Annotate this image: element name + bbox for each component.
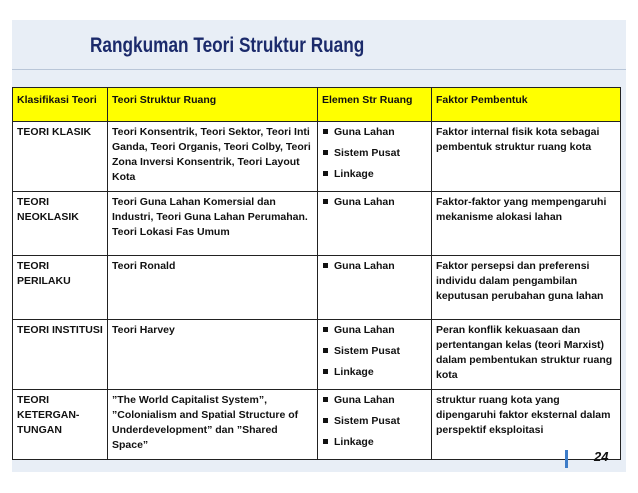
cell-elemen: [318, 320, 432, 390]
cell-faktor: Faktor-faktor yang mempengaruhi mekanisme alokasi lahan: [432, 192, 621, 256]
cell-teori: Teori Ronald: [108, 256, 318, 320]
header-elemen: Elemen Str Ruang: [318, 88, 432, 122]
cell-elemen: [318, 192, 432, 256]
header-faktor: Faktor Pembentuk: [432, 88, 621, 122]
cell-teori: Teori Guna Lahan Komersial dan Industri, Teori Guna Lahan Perumahan. Teori Lokasi Fas Umum: [108, 192, 318, 256]
table-row: [13, 122, 621, 192]
elemen-item: Guna Lahan: [322, 195, 427, 210]
cell-teori: ”The World Capitalist System”, ”Colonialism and Spatial Structure of Underdevelopment” dan ”Shared Space”: [108, 390, 318, 460]
elemen-item: Guna Lahan: [322, 323, 427, 338]
slide-title: Rangkuman Teori Struktur Ruang: [90, 34, 365, 57]
cell-klasifikasi: TEORI KLASIK: [13, 122, 108, 192]
page-number: 24: [594, 449, 609, 464]
elemen-item: Guna Lahan: [322, 125, 427, 140]
header-teori: Teori Struktur Ruang: [108, 88, 318, 122]
elemen-item: Sistem Pusat: [322, 414, 427, 429]
elemen-item: Sistem Pusat: [322, 344, 427, 359]
table-row: [13, 256, 621, 320]
elemen-item: Linkage: [322, 167, 427, 182]
cell-klasifikasi: TEORI KETERGAN-TUNGAN: [13, 390, 108, 460]
elemen-item: Guna Lahan: [322, 259, 427, 274]
cell-elemen: [318, 390, 432, 460]
cell-teori: Teori Konsentrik, Teori Sektor, Teori Inti Ganda, Teori Organis, Teori Colby, Teori Zona Inversi Konsentrik, Teori Layout Kota: [108, 122, 318, 192]
cell-klasifikasi: TEORI NEOKLASIK: [13, 192, 108, 256]
table-header-row: [13, 88, 621, 122]
title-divider: [12, 69, 626, 70]
table-row: [13, 390, 621, 460]
elemen-item: Linkage: [322, 365, 427, 380]
cell-teori: Teori Harvey: [108, 320, 318, 390]
elemen-item: Linkage: [322, 435, 427, 450]
cell-klasifikasi: TEORI PERILAKU: [13, 256, 108, 320]
table-row: [13, 320, 621, 390]
cell-elemen: [318, 122, 432, 192]
cell-faktor: Faktor persepsi dan preferensi individu dalam pengambilan keputusan perubahan guna lahan: [432, 256, 621, 320]
cell-klasifikasi: TEORI INSTITUSI: [13, 320, 108, 390]
cell-elemen: [318, 256, 432, 320]
page-marker-bar: [565, 450, 568, 468]
header-klasifikasi: Klasifikasi Teori: [13, 88, 108, 122]
elemen-item: Guna Lahan: [322, 393, 427, 408]
theory-summary-table: [12, 87, 621, 460]
cell-faktor: Faktor internal fisik kota sebagai pembentuk struktur ruang kota: [432, 122, 621, 192]
elemen-item: Sistem Pusat: [322, 146, 427, 161]
table-row: [13, 192, 621, 256]
cell-faktor: Peran konflik kekuasaan dan pertentangan kelas (teori Marxist) dalam pembentukan struktur ruang kota: [432, 320, 621, 390]
cell-faktor: struktur ruang kota yang dipengaruhi faktor eksternal dalam perspektif eksploitasi: [432, 390, 621, 460]
